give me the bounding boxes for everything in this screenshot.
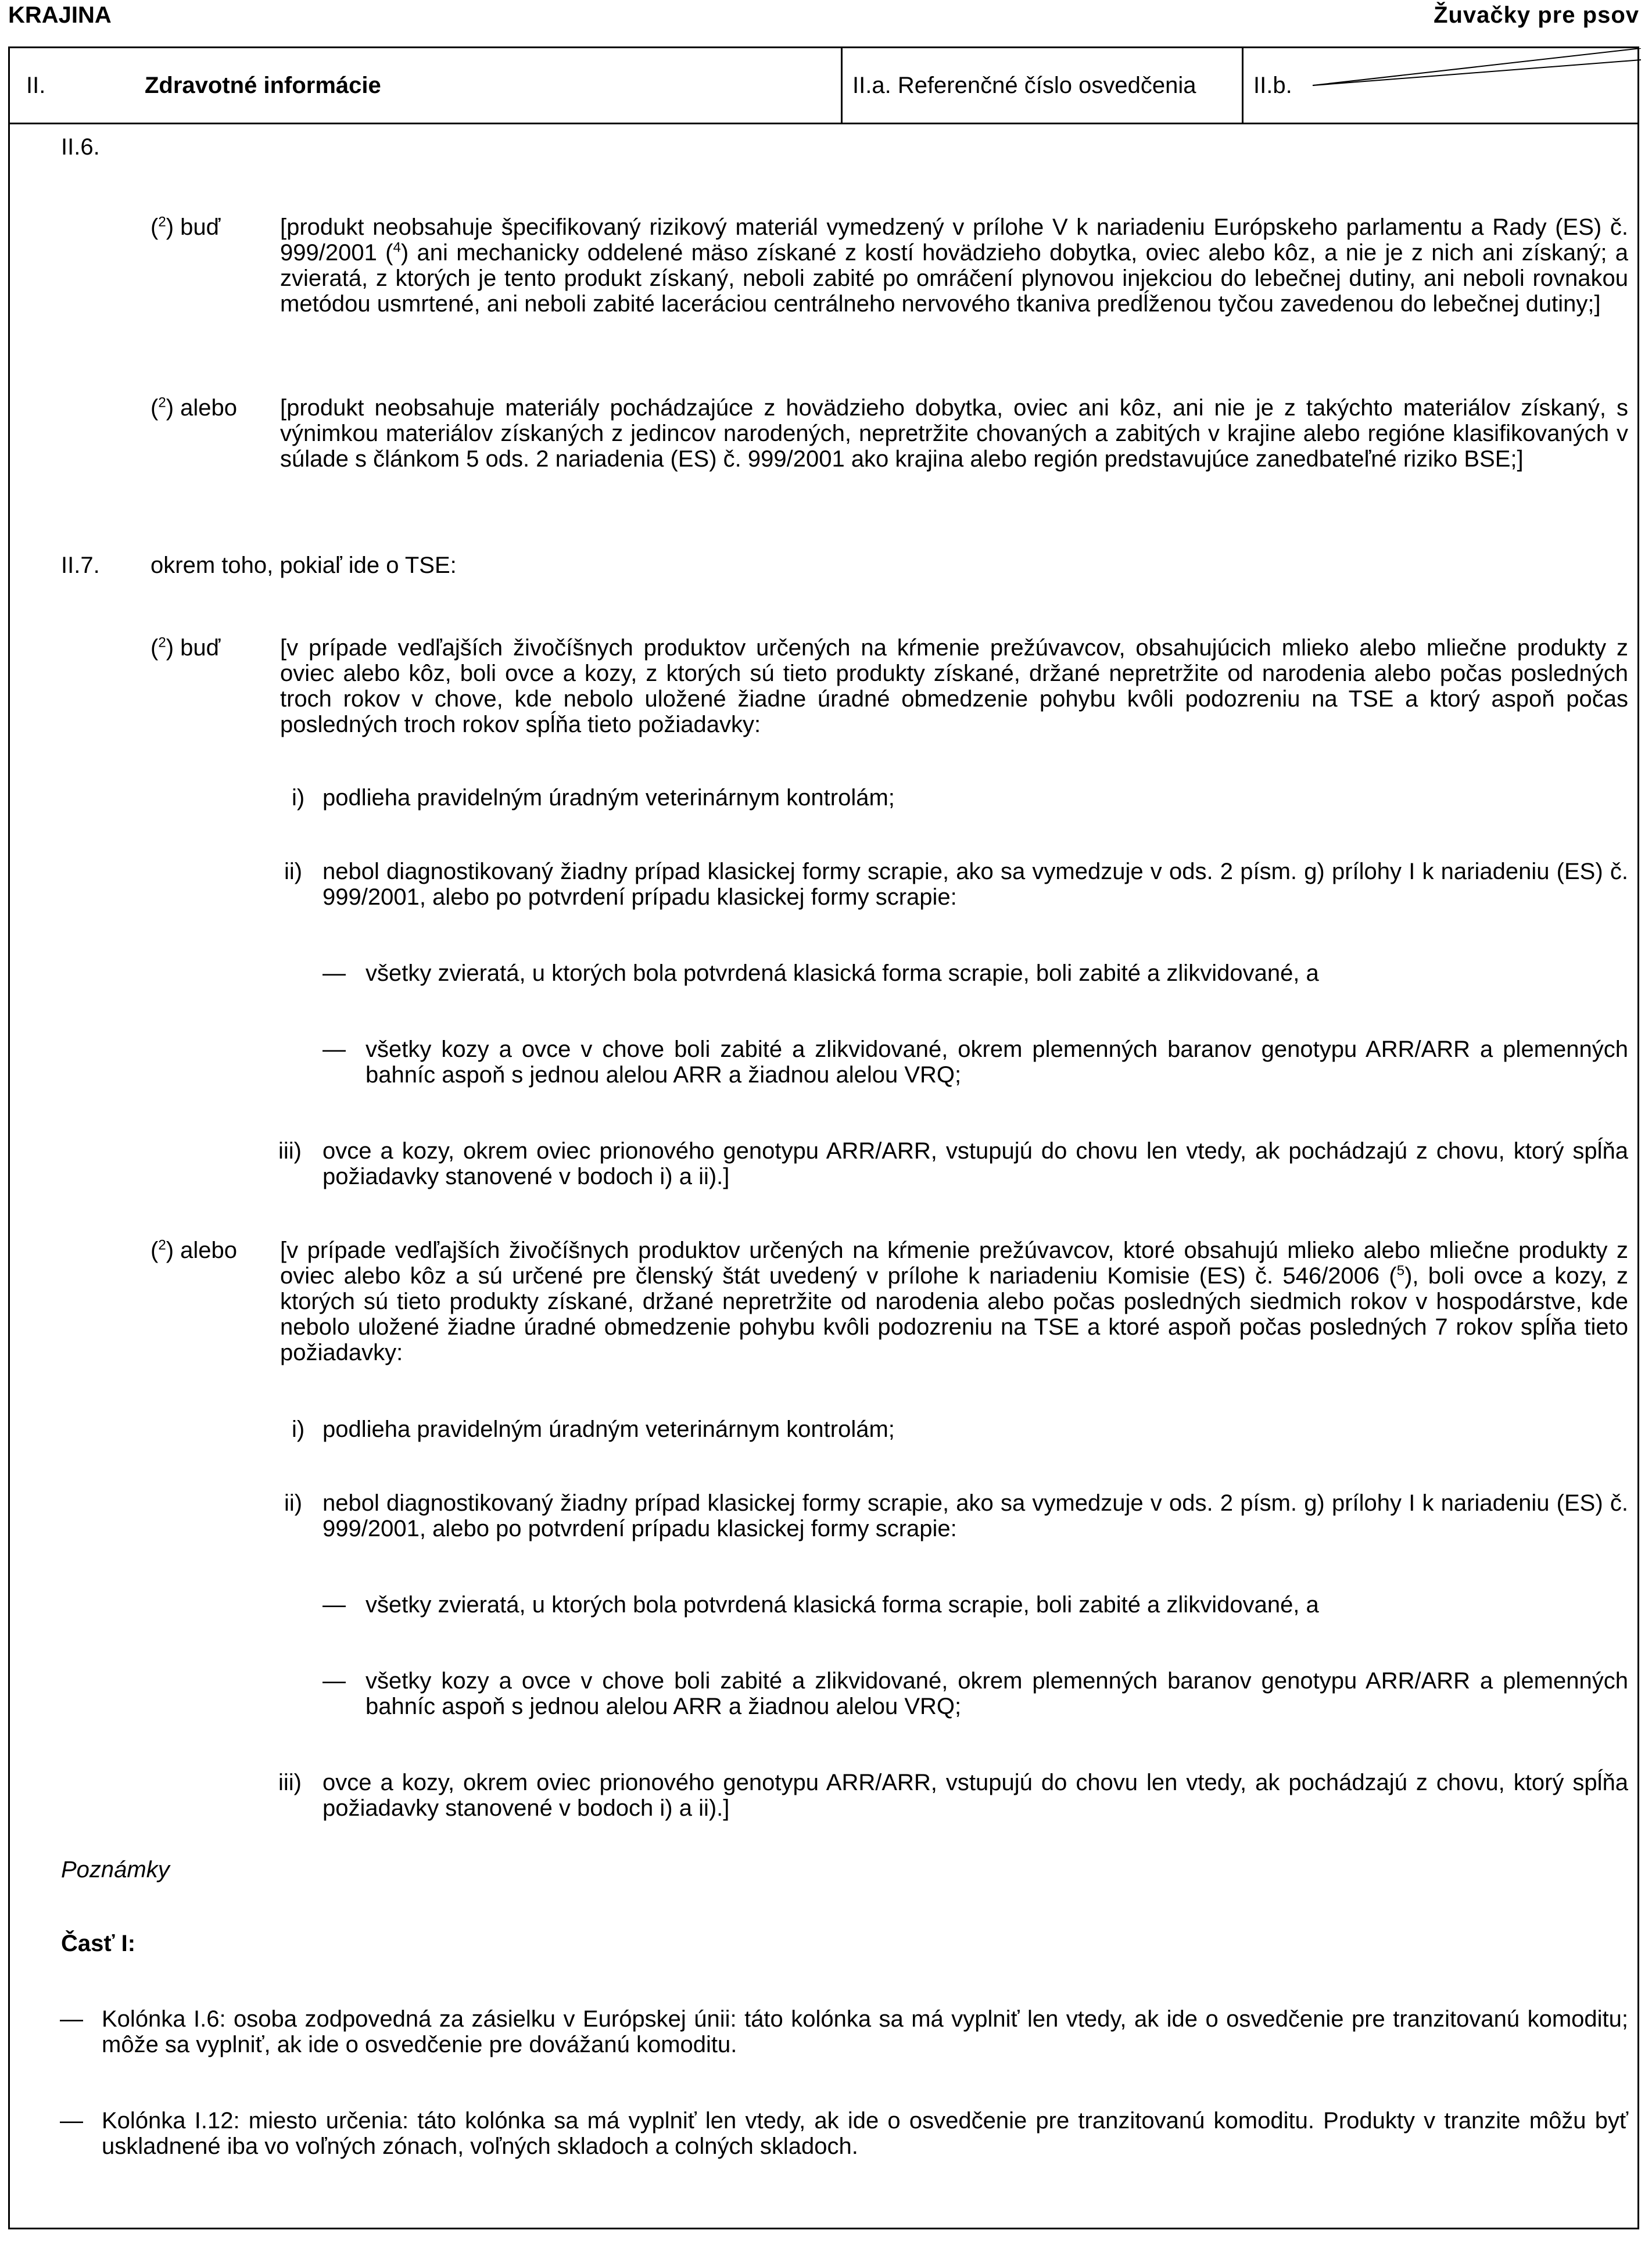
product-heading: Žuvačky pre psov (1434, 2, 1639, 28)
dash-text: všetky kozy a ovce v chove boli zabité a zlikvidované, okrem plemenných baranov genotypu ARR/ARR a plemenných bahníc aspoň s jednou alelou ARR a žiadnou alelou VRQ; (365, 1037, 1628, 1088)
item-text: podlieha pravidelným úradným veterinárnym kontrolám; (322, 1417, 895, 1442)
item-label: iii) (278, 1770, 302, 1795)
dash-marker: — (322, 1592, 346, 1618)
point-number: II.6. (61, 134, 100, 160)
section-header-row (10, 48, 1637, 124)
notes-title: Poznámky (61, 1857, 170, 1883)
diagonal-strike-icon (1255, 48, 1641, 123)
notes-part-heading: Časť I: (61, 1931, 136, 1956)
option-label: ($^2$) alebo (150, 395, 237, 421)
option-label: ($^2$) alebo (150, 1237, 237, 1263)
item-text: ovce a kozy, okrem oviec prionového genotypu ARR/ARR, vstupujú do chovu len vtedy, ak pochádzajú z chovu, ktorý spĺňa požiadavky stanovené v bodoch i) a ii).] (322, 1770, 1628, 1821)
dash-marker: — (60, 2108, 83, 2134)
item-label: i) (292, 1417, 305, 1442)
option-text: [v prípade vedľajších živočíšnych produktov určených na kŕmenie prežúvavcov, obsahujúcich mlieko alebo mliečne produkty z oviec alebo kôz, boli ovce a kozy, z ktorých sú tieto produkty získané, držané nepretržite od narodenia alebo počas posledných troch rokov v chove, kde nebolo uložené žiadne úradné obmedzenie pohybu kvôli podozreniu na TSE a ktorý aspoň počas posledných troch rokov spĺňa tieto požiadavky: (280, 635, 1628, 737)
note-text: Kolónka I.6: osoba zodpovedná za zásielku v Európskej únii: táto kolónka sa má vyplniť len vtedy, ak ide o osvedčenie pre tranzitovanú komoditu; môže sa vyplniť, ak ide o osvedčenie pre dovážanú komoditu. (102, 2006, 1628, 2057)
reference-field-label: II.b. (1253, 72, 1292, 98)
item-label: ii) (284, 859, 303, 884)
item-text: nebol diagnostikovaný žiadny prípad klasickej formy scrapie, ako sa vymedzuje v ods. 2 písm. g) prílohy I k nariadeniu (ES) č. 999/2001, alebo po potvrdení prípadu klasickej formy scrapie: (322, 859, 1628, 910)
dash-text: všetky zvieratá, u ktorých bola potvrdená klasická forma scrapie, boli zabité a zlikvidované, a (365, 1592, 1319, 1618)
dash-marker: — (60, 2006, 83, 2032)
option-text: [produkt neobsahuje špecifikovaný rizikový materiál vymedzený v prílohe V k nariadeniu Európskeho parlamentu a Rady (ES) č. 999/2001 ($^4$) ani mechanicky oddelené mäso získané z kostí hovädzieho dobytka, oviec alebo kôz, a nie je z nich ani získaný; a zvieratá, z ktorých je tento produkt získaný, neboli zabité po omráčení plynovou injekciou do lebečnej dutiny, ani neboli rovnakou metódou usmrtené, ani neboli zabité laceráciou centrálneho nervového tkaniva predĺženou tyčou zavedenou do lebečnej dutiny;] (280, 214, 1629, 317)
reference-number-label: II.a. Referenčné číslo osvedčenia (852, 72, 1196, 98)
point-number: II.7. (61, 553, 100, 578)
dash-text: všetky zvieratá, u ktorých bola potvrdená klasická forma scrapie, boli zabité a zlikvidované, a (365, 960, 1319, 986)
item-text: nebol diagnostikovaný žiadny prípad klasickej formy scrapie, ako sa vymedzuje v ods. 2 písm. g) prílohy I k nariadeniu (ES) č. 999/2001, alebo po potvrdení prípadu klasickej formy scrapie: (322, 1490, 1628, 1541)
divider (1242, 48, 1244, 123)
option-label: ($^2$) buď (150, 214, 221, 240)
dash-marker: — (322, 960, 346, 986)
item-text: podlieha pravidelným úradným veterinárnym kontrolám; (322, 785, 895, 811)
section-title: Zdravotné informácie (145, 72, 381, 98)
divider (841, 48, 843, 123)
dash-marker: — (322, 1668, 346, 1694)
country-heading: KRAJINA (8, 2, 112, 28)
point-intro: okrem toho, pokiaľ ide o TSE: (150, 553, 457, 578)
item-label: iii) (278, 1138, 302, 1164)
dash-marker: — (322, 1037, 346, 1062)
note-text: Kolónka I.12: miesto určenia: táto kolónka sa má vyplniť len vtedy, ak ide o osvedčenie pre tranzitovanú komoditu. Produkty v tranzite môžu byť uskladnené iba vo voľných zónach, voľných skladoch a colných skladoch. (102, 2108, 1628, 2159)
option-text: [v prípade vedľajších živočíšnych produktov určených na kŕmenie prežúvavcov, ktoré obsahujú mlieko alebo mliečne produkty z oviec alebo kôz a sú určené pre členský štát uvedený v prílohe k nariadeniu Komisie (ES) č. 546/2006 ($^5$), boli ovce a kozy, z ktorých sú tieto produkty získané, držané nepretržite od narodenia alebo počas posledných siedmich rokov v hospodárstve, kde nebolo uložené žiadne úradné obmedzenie pohybu kvôli podozreniu na TSE a ktoré aspoň počas posledných 7 rokov spĺňa tieto požiadavky: (280, 1238, 1628, 1365)
dash-text: všetky kozy a ovce v chove boli zabité a zlikvidované, okrem plemenných baranov genotypu ARR/ARR a plemenných bahníc aspoň s jednou alelou ARR a žiadnou alelou VRQ; (365, 1668, 1628, 1719)
item-text: ovce a kozy, okrem oviec prionového genotypu ARR/ARR, vstupujú do chovu len vtedy, ak pochádzajú z chovu, ktorý spĺňa požiadavky stanovené v bodoch i) a ii).] (322, 1138, 1628, 1189)
option-text: [produkt neobsahuje materiály pochádzajúce z hovädzieho dobytka, oviec ani kôz, ani nie je z takýchto materiálov získaný, s výnimkou materiálov získaných z jedincov narodených, nepretržite chovaných a zabitých v krajine alebo regióne klasifikovaných v súlade s článkom 5 ods. 2 nariadenia (ES) č. 999/2001 ako krajina alebo región predstavujúce zanedbateľné riziko BSE;] (280, 395, 1628, 472)
item-label: ii) (284, 1490, 303, 1516)
certificate-box (8, 46, 1639, 2229)
section-number: II. (26, 72, 46, 98)
item-label: i) (292, 785, 305, 811)
option-label: ($^2$) buď (150, 634, 221, 661)
